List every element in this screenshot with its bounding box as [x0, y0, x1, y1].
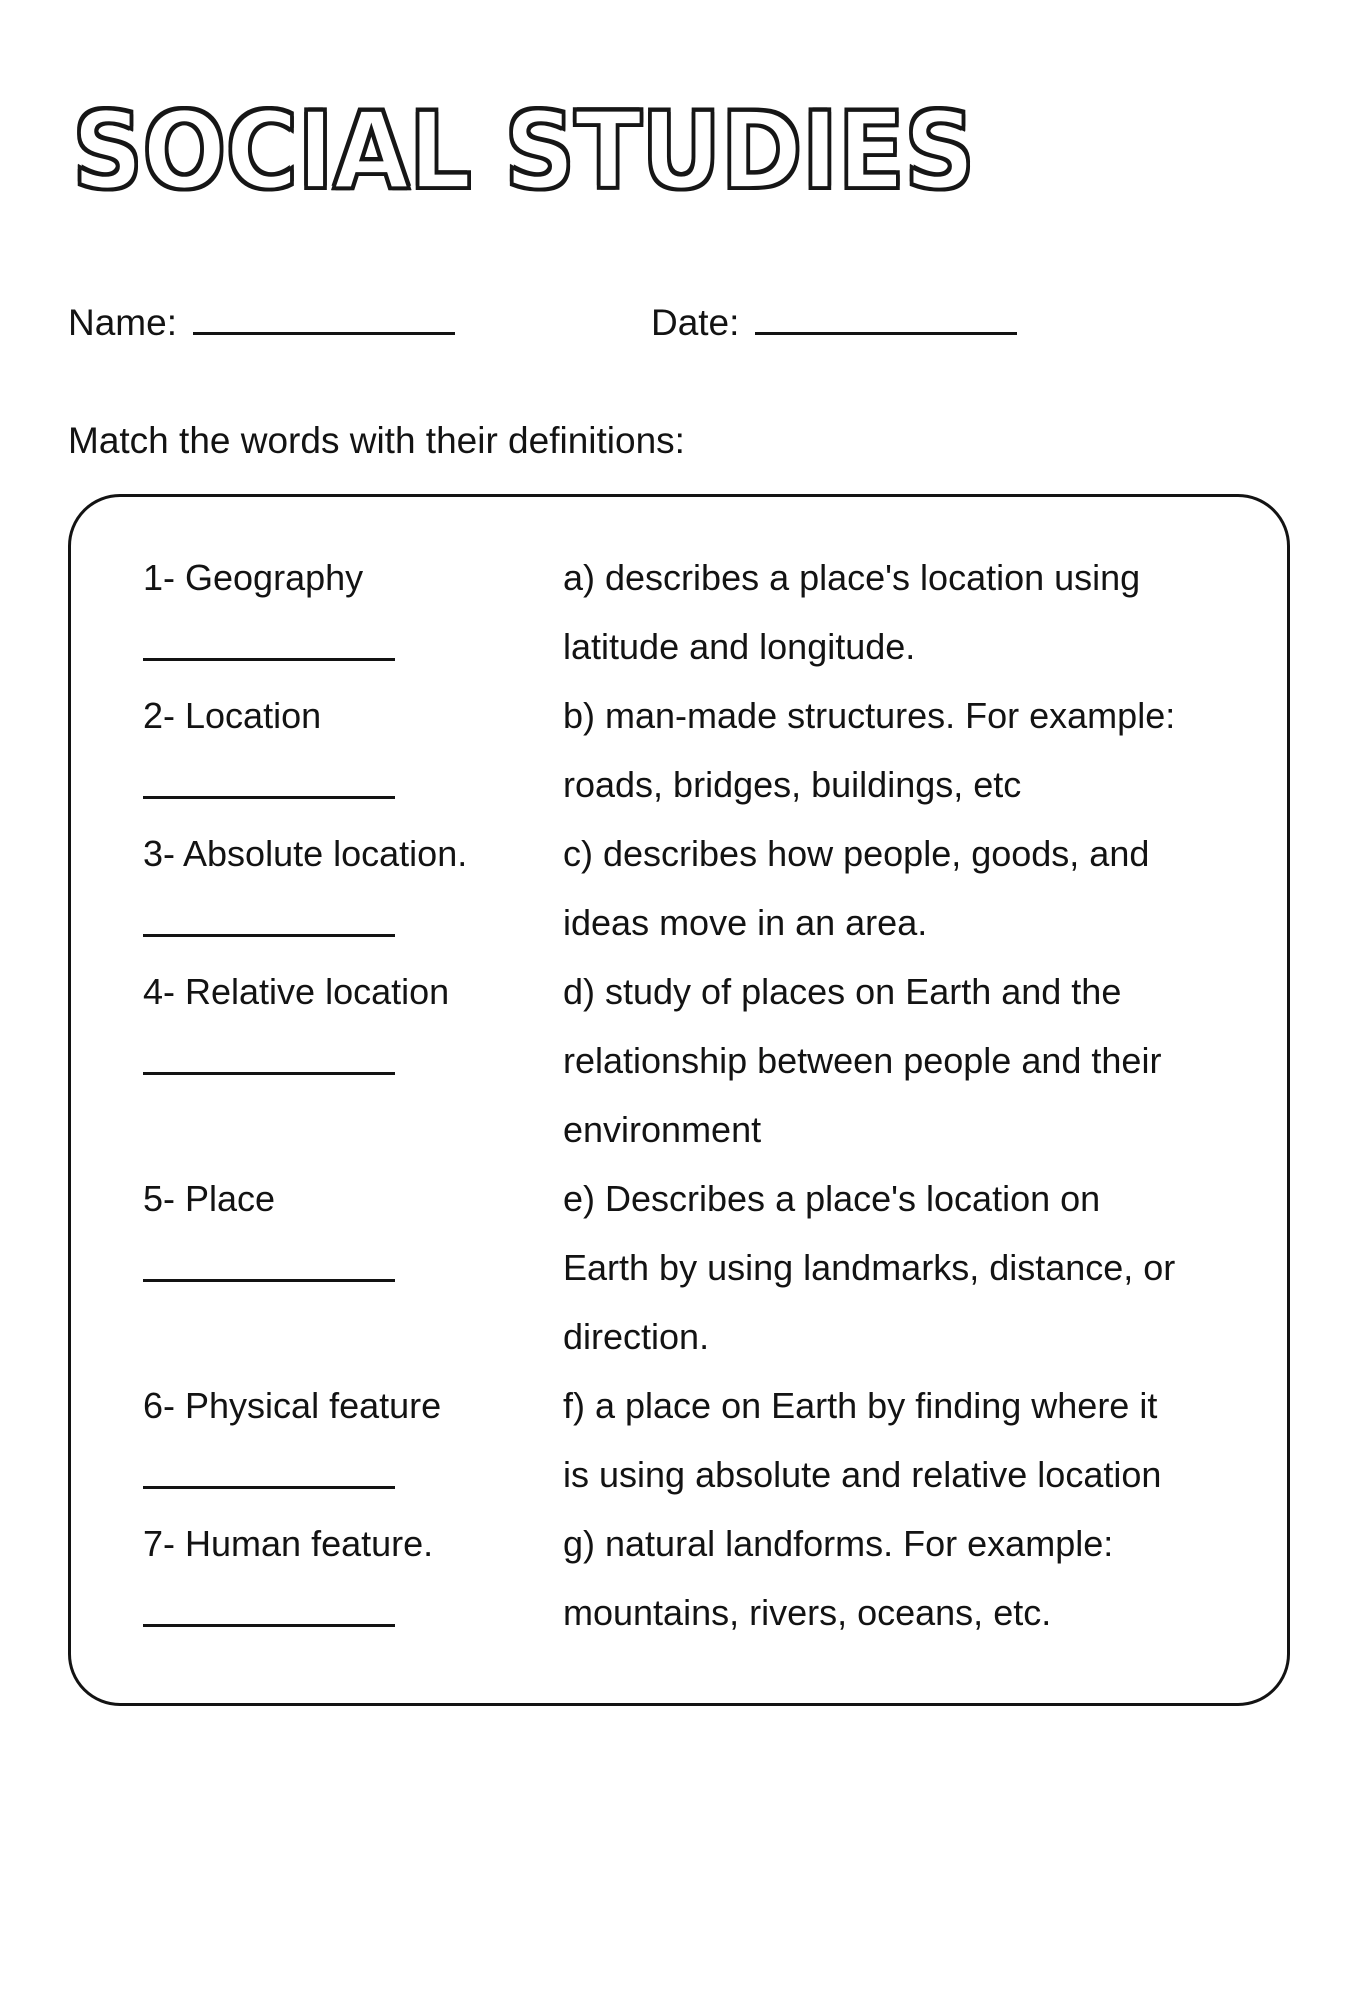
definition-line: c) describes how people, goods, and [563, 832, 1150, 874]
date-blank[interactable] [755, 298, 1017, 335]
matching-row [143, 819, 1263, 957]
name-field-group [68, 298, 455, 344]
matching-row [143, 1164, 1263, 1371]
date-label: Date: [650, 301, 740, 343]
term-cell [143, 681, 563, 819]
definition-line: Earth by using landmarks, distance, or [563, 1246, 1176, 1288]
term-cell [143, 1371, 563, 1509]
term-answer-blank[interactable] [143, 658, 395, 661]
term-answer-blank[interactable] [143, 934, 395, 937]
definition-line: f) a place on Earth by finding where it [563, 1384, 1158, 1426]
definition-text [563, 1509, 1113, 1647]
definition-line: latitude and longitude. [563, 625, 916, 667]
matching-box [68, 494, 1290, 1706]
matching-row [143, 1509, 1263, 1647]
definition-text [563, 543, 1140, 681]
term-cell [143, 819, 563, 957]
definition-line: relationship between people and their [563, 1039, 1162, 1081]
definition-line: roads, bridges, buildings, etc [563, 763, 1022, 805]
definition-line: e) Describes a place's location on [563, 1177, 1101, 1219]
term-answer-blank[interactable] [143, 1279, 395, 1282]
matching-row [143, 543, 1263, 681]
term-cell [143, 1509, 563, 1647]
matching-row [143, 1371, 1263, 1509]
name-label: Name: [68, 301, 177, 343]
definition-text [563, 819, 1149, 957]
term-label: 1- Geography [143, 556, 364, 598]
page-title: SOCIAL STUDIES [72, 89, 975, 214]
term-label: 6- Physical feature [143, 1384, 442, 1426]
definition-line: direction. [563, 1315, 710, 1357]
term-cell [143, 957, 563, 1164]
definition-line: mountains, rivers, oceans, etc. [563, 1591, 1052, 1633]
term-answer-blank[interactable] [143, 1624, 395, 1627]
term-cell [143, 543, 563, 681]
matching-row [143, 681, 1263, 819]
term-answer-blank[interactable] [143, 1072, 395, 1075]
term-label: 4- Relative location [143, 970, 450, 1012]
definition-text [563, 681, 1175, 819]
definition-text [563, 957, 1161, 1164]
definition-line: environment [563, 1108, 762, 1150]
term-label: 7- Human feature. [143, 1522, 434, 1564]
term-label: 3- Absolute location. [143, 832, 468, 874]
name-date-row [68, 298, 1290, 344]
term-cell [143, 1164, 563, 1371]
definition-line: ideas move in an area. [563, 901, 928, 943]
definition-line: b) man-made structures. For example: [563, 694, 1176, 736]
term-answer-blank[interactable] [143, 796, 395, 799]
date-field-group [651, 298, 1017, 344]
definition-text [563, 1164, 1175, 1371]
definition-line: d) study of places on Earth and the [563, 970, 1122, 1012]
term-answer-blank[interactable] [143, 1486, 395, 1489]
definition-line: a) describes a place's location using [563, 556, 1141, 598]
worksheet-page [0, 89, 1358, 2016]
name-blank[interactable] [193, 298, 455, 335]
definition-text [563, 1371, 1161, 1509]
instruction-text: Match the words with their definitions: [68, 419, 685, 461]
definition-line: g) natural landforms. For example: [563, 1522, 1114, 1564]
matching-rows [143, 543, 1263, 1647]
matching-row [143, 957, 1263, 1164]
definition-line: is using absolute and relative location [563, 1453, 1162, 1495]
term-label: 2- Location [143, 694, 322, 736]
term-label: 5- Place [143, 1177, 276, 1219]
